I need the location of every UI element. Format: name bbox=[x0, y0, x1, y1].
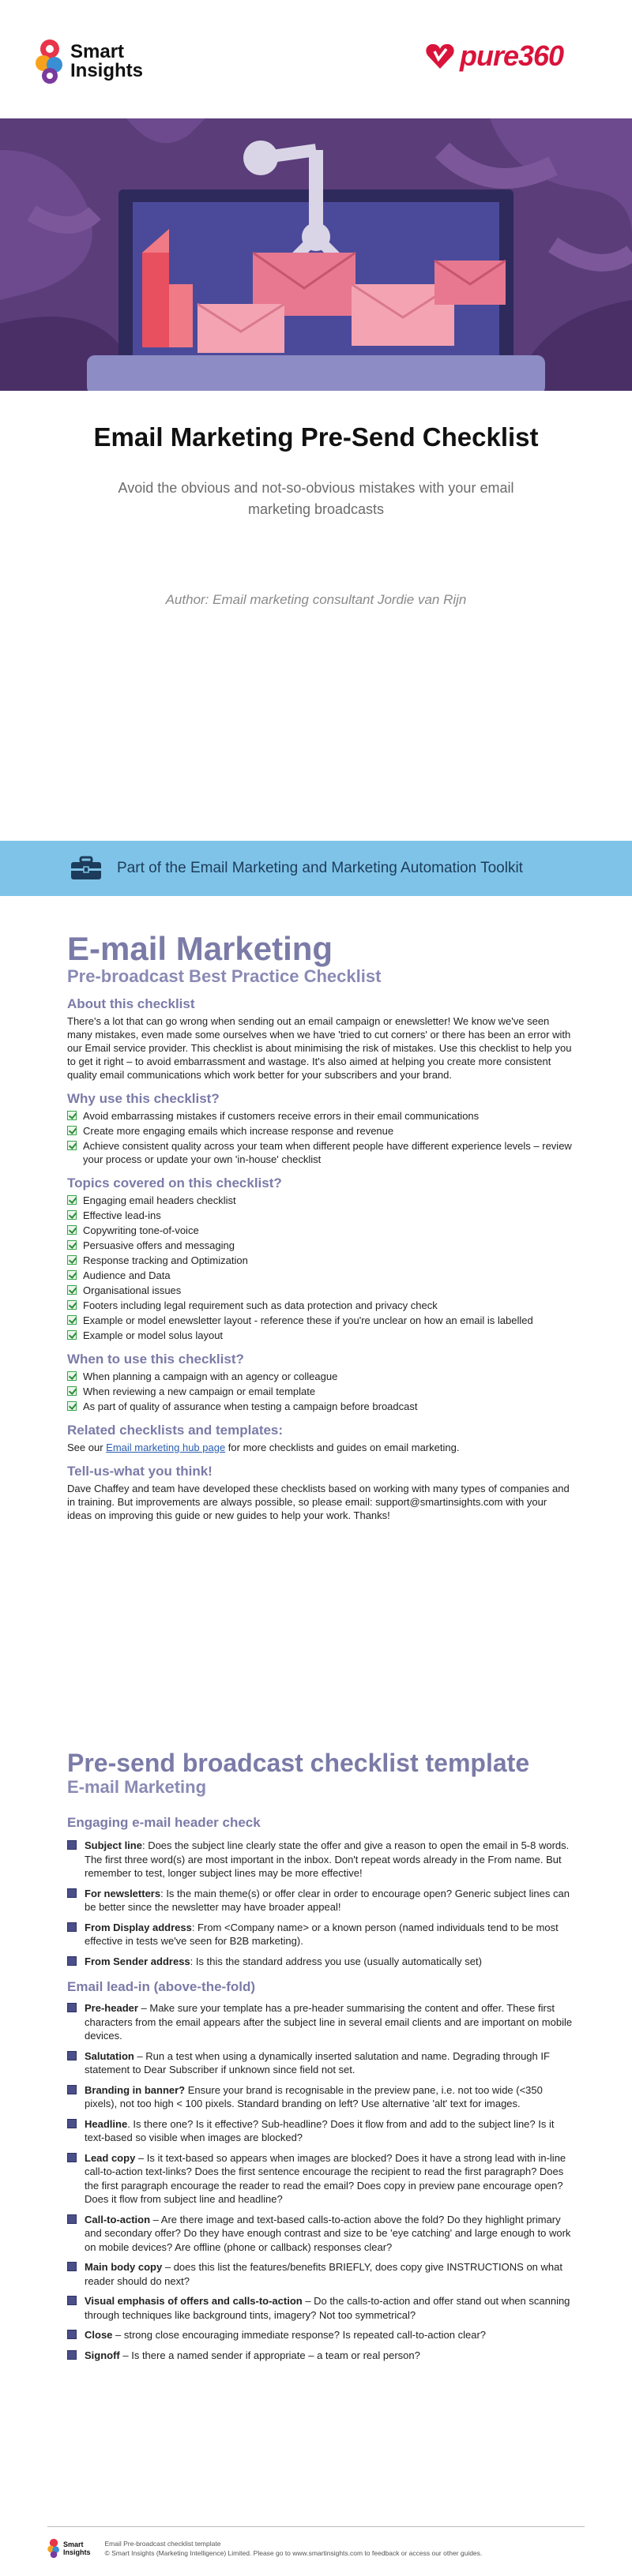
related-heading: Related checklists and templates: bbox=[67, 1423, 284, 1438]
checkbox-tick-icon bbox=[67, 1386, 77, 1396]
item-label: Branding in banner? bbox=[85, 2083, 186, 2096]
list-item bbox=[67, 1209, 573, 1222]
footer-logo-wordmark bbox=[63, 2540, 91, 2556]
checklist-item bbox=[67, 2083, 573, 2111]
item-label: Visual emphasis of offers and calls-to-action bbox=[85, 2295, 303, 2307]
related-text bbox=[67, 1441, 573, 1454]
about-heading: About this checklist bbox=[67, 996, 195, 1011]
checklist-item bbox=[67, 2151, 573, 2207]
checkbox-icon[interactable] bbox=[67, 2119, 77, 2128]
footer-line-1: Email Pre-broadcast checklist template bbox=[104, 2539, 221, 2548]
footer-logo[interactable] bbox=[47, 2538, 91, 2559]
list-item-text: Example or model solus layout bbox=[83, 1329, 224, 1341]
item-text: – Run a test when using a dynamically inserted salutation and name. Degrading through IF statement to Dear Subscriber if unknown since field not set. bbox=[85, 2049, 550, 2075]
logo-line-smart: Smart bbox=[70, 41, 125, 62]
list-item-text: When planning a campaign with an agency or colleague bbox=[83, 1370, 338, 1382]
item-text: : From <Company name> or a known person (named individuals tend to be most effective in tests we've seen for B2B marketing). bbox=[85, 1921, 559, 1947]
list-item bbox=[67, 1314, 573, 1327]
list-item bbox=[67, 1284, 573, 1297]
smart-insights-wordmark bbox=[70, 43, 143, 81]
list-item-text: Achieve consistent quality across your team when different people have different experience levels – review your process or update your own 'in-house' checklist bbox=[83, 1140, 572, 1165]
checklist-item bbox=[67, 2328, 573, 2342]
page-subtitle: Avoid the obvious and not-so-obvious mistakes with your email marketing broadcasts bbox=[118, 480, 514, 517]
list-item-text: Effective lead-ins bbox=[83, 1209, 161, 1221]
list-item-text: Audience and Data bbox=[83, 1269, 171, 1281]
list-item-text: Footers including legal requirement such as data protection and privacy check bbox=[83, 1299, 438, 1311]
checklist-item bbox=[67, 2213, 573, 2255]
pure360-logo[interactable] bbox=[425, 39, 563, 73]
checkbox-tick-icon bbox=[67, 1195, 77, 1205]
item-text: – Do the calls-to-action and offer stand out when scanning through techniques like background tints, imagery? Not too symmetrical? bbox=[85, 2295, 570, 2321]
page-header bbox=[0, 0, 632, 118]
item-text: : Does the subject line clearly state the offer and give a reason to open the email in 5-8 words. The first three word(s) are most important in the inbox. Don't repeat words already in the From name. But remember to test, longer subject lines may be more effective! bbox=[85, 1839, 570, 1879]
logo-line-insights: Insights bbox=[70, 60, 144, 81]
list-item-text: Organisational issues bbox=[83, 1284, 182, 1296]
header-check-heading: Engaging e-mail header check bbox=[67, 1815, 261, 1830]
item-text: . Is there one? Is it effective? Sub-headline? Does it flow from and add to the subject line? Is it text-based so visible when images are blocked? bbox=[85, 2117, 555, 2143]
checkbox-icon[interactable] bbox=[67, 2153, 77, 2162]
list-item bbox=[67, 1124, 573, 1138]
list-item bbox=[67, 1329, 573, 1342]
checklist-item bbox=[67, 2049, 573, 2077]
checkbox-tick-icon bbox=[67, 1371, 77, 1381]
list-item bbox=[67, 1109, 573, 1123]
list-item bbox=[67, 1139, 573, 1166]
list-item bbox=[67, 1239, 573, 1252]
list-item bbox=[67, 1254, 573, 1267]
item-text: – Is there a named sender if appropriate – a team or real person? bbox=[119, 2349, 420, 2361]
checkbox-tick-icon bbox=[67, 1315, 77, 1325]
list-item-text: Example or model enewsletter layout - reference these if you're unclear on how an email is labelled bbox=[83, 1314, 533, 1326]
item-label: From Display address bbox=[85, 1921, 192, 1933]
hero-artwork bbox=[0, 118, 632, 391]
checkbox-tick-icon bbox=[67, 1285, 77, 1295]
checkbox-tick-icon bbox=[67, 1141, 77, 1150]
checklist-item bbox=[67, 2349, 573, 2363]
checkbox-tick-icon bbox=[67, 1210, 77, 1220]
when-heading: When to use this checklist? bbox=[67, 1352, 244, 1367]
checkbox-icon[interactable] bbox=[67, 1888, 77, 1898]
list-item-text: Persuasive offers and messaging bbox=[83, 1239, 235, 1251]
item-label: Salutation bbox=[85, 2049, 134, 2062]
checkbox-tick-icon bbox=[67, 1240, 77, 1250]
checklist-item bbox=[67, 1839, 573, 1880]
pre-broadcast-subheading: Pre-broadcast Best Practice Checklist bbox=[67, 966, 382, 986]
item-label: For newsletters bbox=[85, 1887, 161, 1899]
checkbox-icon[interactable] bbox=[67, 2296, 77, 2305]
toolkit-label: Part of the Email Marketing and Marketing Automation Toolkit bbox=[117, 860, 523, 876]
checkbox-tick-icon bbox=[67, 1270, 77, 1280]
item-text: – does this list the features/benefits BRIEFLY, does copy give INSTRUCTIONS on what reader should do next? bbox=[85, 2261, 562, 2287]
item-text: : Is the main theme(s) or offer clear in order to encourage open? Generic subject lines can be better since the newsletter may have broader appeal! bbox=[85, 1887, 570, 1913]
checkbox-tick-icon bbox=[67, 1225, 77, 1235]
smart-insights-logo[interactable] bbox=[36, 38, 143, 85]
list-item-text: Engaging email headers checklist bbox=[83, 1194, 236, 1206]
item-text: – Is it text-based so appears when images are blocked? Does it have a strong lead with in-line call-to-action text-links? Does the first sentence encourage the recipient to read the first paragraph? Does the first paragraph encourage the reader to read the email? Does copy in preview pane encourage open? Does it flow from subject line and headline? bbox=[85, 2151, 566, 2205]
checkbox-icon[interactable] bbox=[67, 2214, 77, 2224]
list-item bbox=[67, 1224, 573, 1237]
checklist-item bbox=[67, 2294, 573, 2322]
checkbox-tick-icon bbox=[67, 1255, 77, 1265]
item-label: Signoff bbox=[85, 2349, 120, 2361]
why-heading: Why use this checklist? bbox=[67, 1091, 220, 1106]
item-label: Pre-header bbox=[85, 2002, 138, 2014]
author-line: Author: Email marketing consultant Jordie van Rijn bbox=[165, 592, 467, 607]
about-text: There's a lot that can go wrong when sending out an email campaign or enewsletter! We know we've seen many mistakes, even made some ourselves when we have 'tried to cut corners' or there has been an error with our Email service provider. This checklist is about minimising the risk of mistakes. Use this checklist to help you to get it right – to avoid embarrassment and wastage. It's also aimed at helping you create more consistent quality email communications which work better for your subscribers and your brand. bbox=[67, 1015, 572, 1081]
checkbox-tick-icon bbox=[67, 1300, 77, 1310]
hero-illustration bbox=[0, 118, 632, 391]
leadin-list bbox=[67, 2001, 573, 2362]
list-item-text: Response tracking and Optimization bbox=[83, 1254, 248, 1266]
list-item-text: Avoid embarrassing mistakes if customers receive errors in their email communications bbox=[83, 1110, 480, 1122]
checklist-item bbox=[67, 1921, 573, 1948]
checkbox-icon[interactable] bbox=[67, 1840, 77, 1850]
footer-divider bbox=[47, 2526, 585, 2527]
topics-heading: Topics covered on this checklist? bbox=[67, 1176, 282, 1191]
email-hub-link[interactable]: Email marketing hub page bbox=[106, 1442, 226, 1453]
list-item-text: As part of quality of assurance when testing a campaign before broadcast bbox=[83, 1400, 418, 1412]
item-text: Ensure your brand is recognisable in the preview pane, i.e. not too wide (<350 pixels), not too high < 100 pixels. Standard branding on left? Use alternative 'alt' text for images. bbox=[85, 2083, 543, 2109]
checklist-item bbox=[67, 1955, 573, 1969]
list-item bbox=[67, 1385, 573, 1398]
checkbox-icon[interactable] bbox=[67, 2051, 77, 2060]
list-item-text: Create more engaging emails which increase response and revenue bbox=[83, 1125, 394, 1137]
item-label: Main body copy bbox=[85, 2261, 163, 2273]
item-text: – Make sure your template has a pre-header summarising the content and offer. These first characters from the email appears after the subject line in several email clients and are important on mobile devices. bbox=[85, 2002, 573, 2042]
item-label: Headline bbox=[85, 2117, 128, 2130]
template-subheading: E-mail Marketing bbox=[67, 1777, 207, 1797]
envelope-icon bbox=[198, 304, 284, 353]
why-list bbox=[67, 1109, 573, 1166]
item-text: – Are there image and text-based calls-to-action above the fold? Do they highlight primary and secondary offer? Do they have enough contrast and size to be 'eye catching' and large enough to work on mobile devices? Are offline (phone or callback) responses clear? bbox=[85, 2213, 571, 2253]
checkbox-tick-icon bbox=[67, 1111, 77, 1120]
footer-logo-line: Smart bbox=[63, 2540, 84, 2548]
item-label: From Sender address bbox=[85, 1955, 190, 1967]
checkbox-icon[interactable] bbox=[67, 2003, 77, 2012]
list-item bbox=[67, 1400, 573, 1413]
email-marketing-heading: E-mail Marketing bbox=[67, 930, 333, 967]
envelope-icon bbox=[434, 261, 506, 305]
item-text: : Is this the standard address you use (usually automatically set) bbox=[190, 1955, 482, 1967]
checkbox-tick-icon bbox=[67, 1401, 77, 1411]
smart-insights-logo-icon bbox=[36, 38, 64, 85]
toolbox-icon bbox=[70, 856, 103, 881]
related-prefix: See our bbox=[67, 1442, 107, 1453]
checkbox-tick-icon bbox=[67, 1330, 77, 1340]
list-item-text: When reviewing a new campaign or email template bbox=[83, 1385, 316, 1397]
checkbox-tick-icon bbox=[67, 1126, 77, 1135]
related-suffix: for more checklists and guides on email marketing. bbox=[225, 1442, 460, 1453]
header-check-list bbox=[67, 1839, 573, 1968]
template-heading: Pre-send broadcast checklist template bbox=[67, 1749, 530, 1777]
checklist-intro bbox=[67, 932, 573, 1522]
item-label: Lead copy bbox=[85, 2151, 136, 2164]
checklist-item bbox=[67, 2260, 573, 2288]
list-item-text: Copywriting tone-of-voice bbox=[83, 1224, 199, 1236]
toolkit-banner[interactable] bbox=[0, 841, 632, 896]
smart-insights-logo-icon bbox=[47, 2538, 60, 2559]
checkbox-icon[interactable] bbox=[67, 1956, 77, 1966]
footer-line-2: © Smart Insights (Marketing Intelligence) Limited. Please go to www.smartinsights.com to feedback or access our other guides. bbox=[104, 2548, 483, 2557]
item-label: Close bbox=[85, 2329, 113, 2341]
topics-list bbox=[67, 1194, 573, 1342]
footer-text bbox=[105, 2539, 483, 2558]
checklist-item bbox=[67, 1887, 573, 1914]
checkbox-icon[interactable] bbox=[67, 2262, 77, 2271]
checklist-template bbox=[67, 1749, 573, 2368]
item-label: Call-to-action bbox=[85, 2213, 151, 2225]
item-text: – strong close encouraging immediate response? Is repeated call-to-action clear? bbox=[112, 2329, 487, 2341]
pure360-heart-icon bbox=[425, 42, 455, 70]
pure360-wordmark: pure360 bbox=[460, 39, 564, 72]
list-item bbox=[67, 1370, 573, 1383]
tell-us-heading: Tell-us-what you think! bbox=[67, 1464, 213, 1479]
leadin-heading: Email lead-in (above-the-fold) bbox=[67, 1979, 256, 1994]
page-title: Email Marketing Pre-Send Checklist bbox=[93, 422, 539, 452]
page-footer bbox=[47, 2530, 600, 2566]
checkbox-icon[interactable] bbox=[67, 2330, 77, 2339]
footer-logo-line: Insights bbox=[63, 2548, 91, 2556]
checklist-item bbox=[67, 2001, 573, 2043]
checkbox-icon[interactable] bbox=[67, 2350, 77, 2360]
list-item bbox=[67, 1269, 573, 1282]
checkbox-icon[interactable] bbox=[67, 2085, 77, 2094]
checklist-item bbox=[67, 2117, 573, 2145]
tell-us-text: Dave Chaffey and team have developed these checklists based on working with many types of companies and in training. But improvements are always possible, so please email: support@smartinsights.com with your ideas on improving this guide or new guides to help your work. Thanks! bbox=[67, 1483, 570, 1521]
list-item bbox=[67, 1194, 573, 1207]
when-list bbox=[67, 1370, 573, 1413]
list-item bbox=[67, 1299, 573, 1312]
checkbox-icon[interactable] bbox=[67, 1922, 77, 1932]
item-label: Subject line bbox=[85, 1839, 142, 1851]
